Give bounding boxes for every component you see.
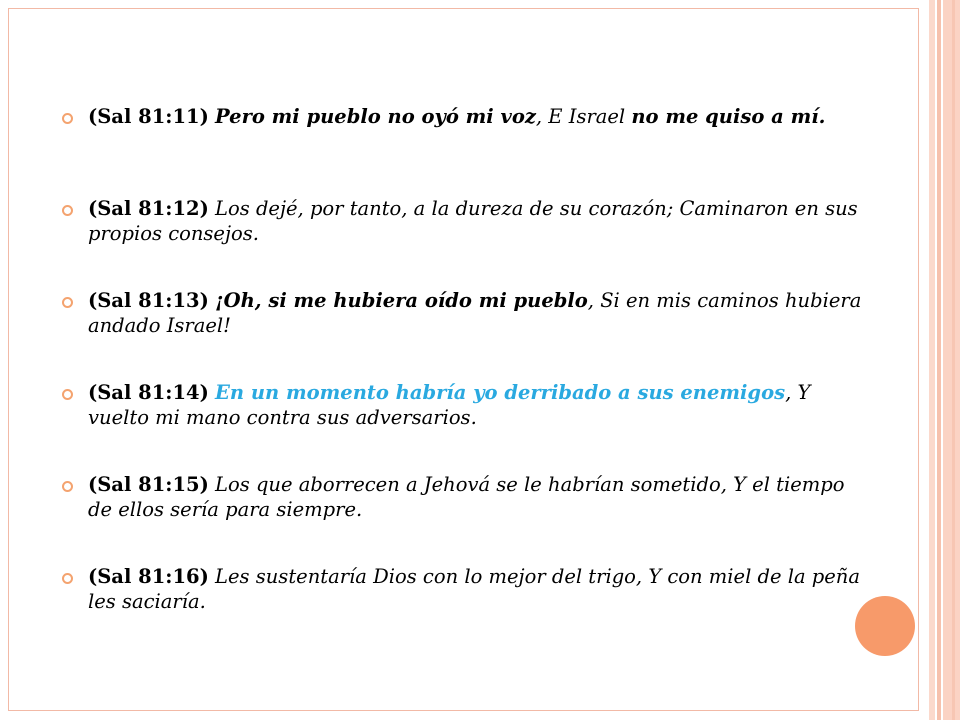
verse-reference: (Sal 81:13) [88, 289, 209, 312]
verse-text [88, 288, 862, 338]
verse-body: , E Israel [535, 105, 632, 128]
verse-list [62, 104, 862, 656]
verse-text [88, 380, 862, 430]
verse-item [62, 104, 862, 196]
verse-item [62, 288, 862, 380]
verse-body: Les sustentaría Dios con lo mejor del trigo, Y con miel de la peña les saciaría. [88, 565, 860, 613]
verse-text [88, 104, 862, 129]
decorative-stripe [952, 0, 955, 720]
verse-reference: (Sal 81:16) [88, 565, 209, 588]
verse-item [62, 380, 862, 472]
bullet-icon [62, 389, 73, 400]
verse-item [62, 472, 862, 564]
decorative-stripe [937, 0, 941, 720]
verse-reference: (Sal 81:14) [88, 381, 209, 404]
verse-body: Los que aborrecen a Jehová se le habrían sometido, Y el tiempo de ellos sería para siempre. [88, 473, 845, 521]
verse-text [88, 564, 862, 614]
bullet-icon [62, 481, 73, 492]
verse-body: , Y vuelto mi mano contra sus adversarios. [88, 381, 811, 429]
bullet-icon [62, 297, 73, 308]
bullet-icon [62, 573, 73, 584]
decorative-stripe [929, 0, 935, 720]
bullet-icon [62, 113, 73, 124]
verse-text [88, 196, 862, 246]
bullet-icon [62, 205, 73, 216]
verse-body: , Si en mis caminos hubiera andado Israel! [88, 289, 862, 337]
verse-reference: (Sal 81:15) [88, 473, 209, 496]
verse-item [62, 564, 862, 656]
verse-emphasis: Pero mi pueblo no oyó mi voz [215, 105, 536, 128]
verse-emphasis: no me quiso a mí. [631, 105, 826, 128]
verse-item [62, 196, 862, 288]
verse-emphasis: ¡Oh, si me hubiera oído mi pueblo [215, 289, 588, 312]
verse-text [88, 472, 862, 522]
verse-reference: (Sal 81:11) [88, 105, 209, 128]
verse-highlight: En un momento habría yo derribado a sus enemigos [215, 381, 786, 404]
accent-circle [855, 596, 915, 656]
verse-reference: (Sal 81:12) [88, 197, 209, 220]
verse-body: Los dejé, por tanto, a la dureza de su corazón; Caminaron en sus propios consejos. [88, 197, 858, 245]
